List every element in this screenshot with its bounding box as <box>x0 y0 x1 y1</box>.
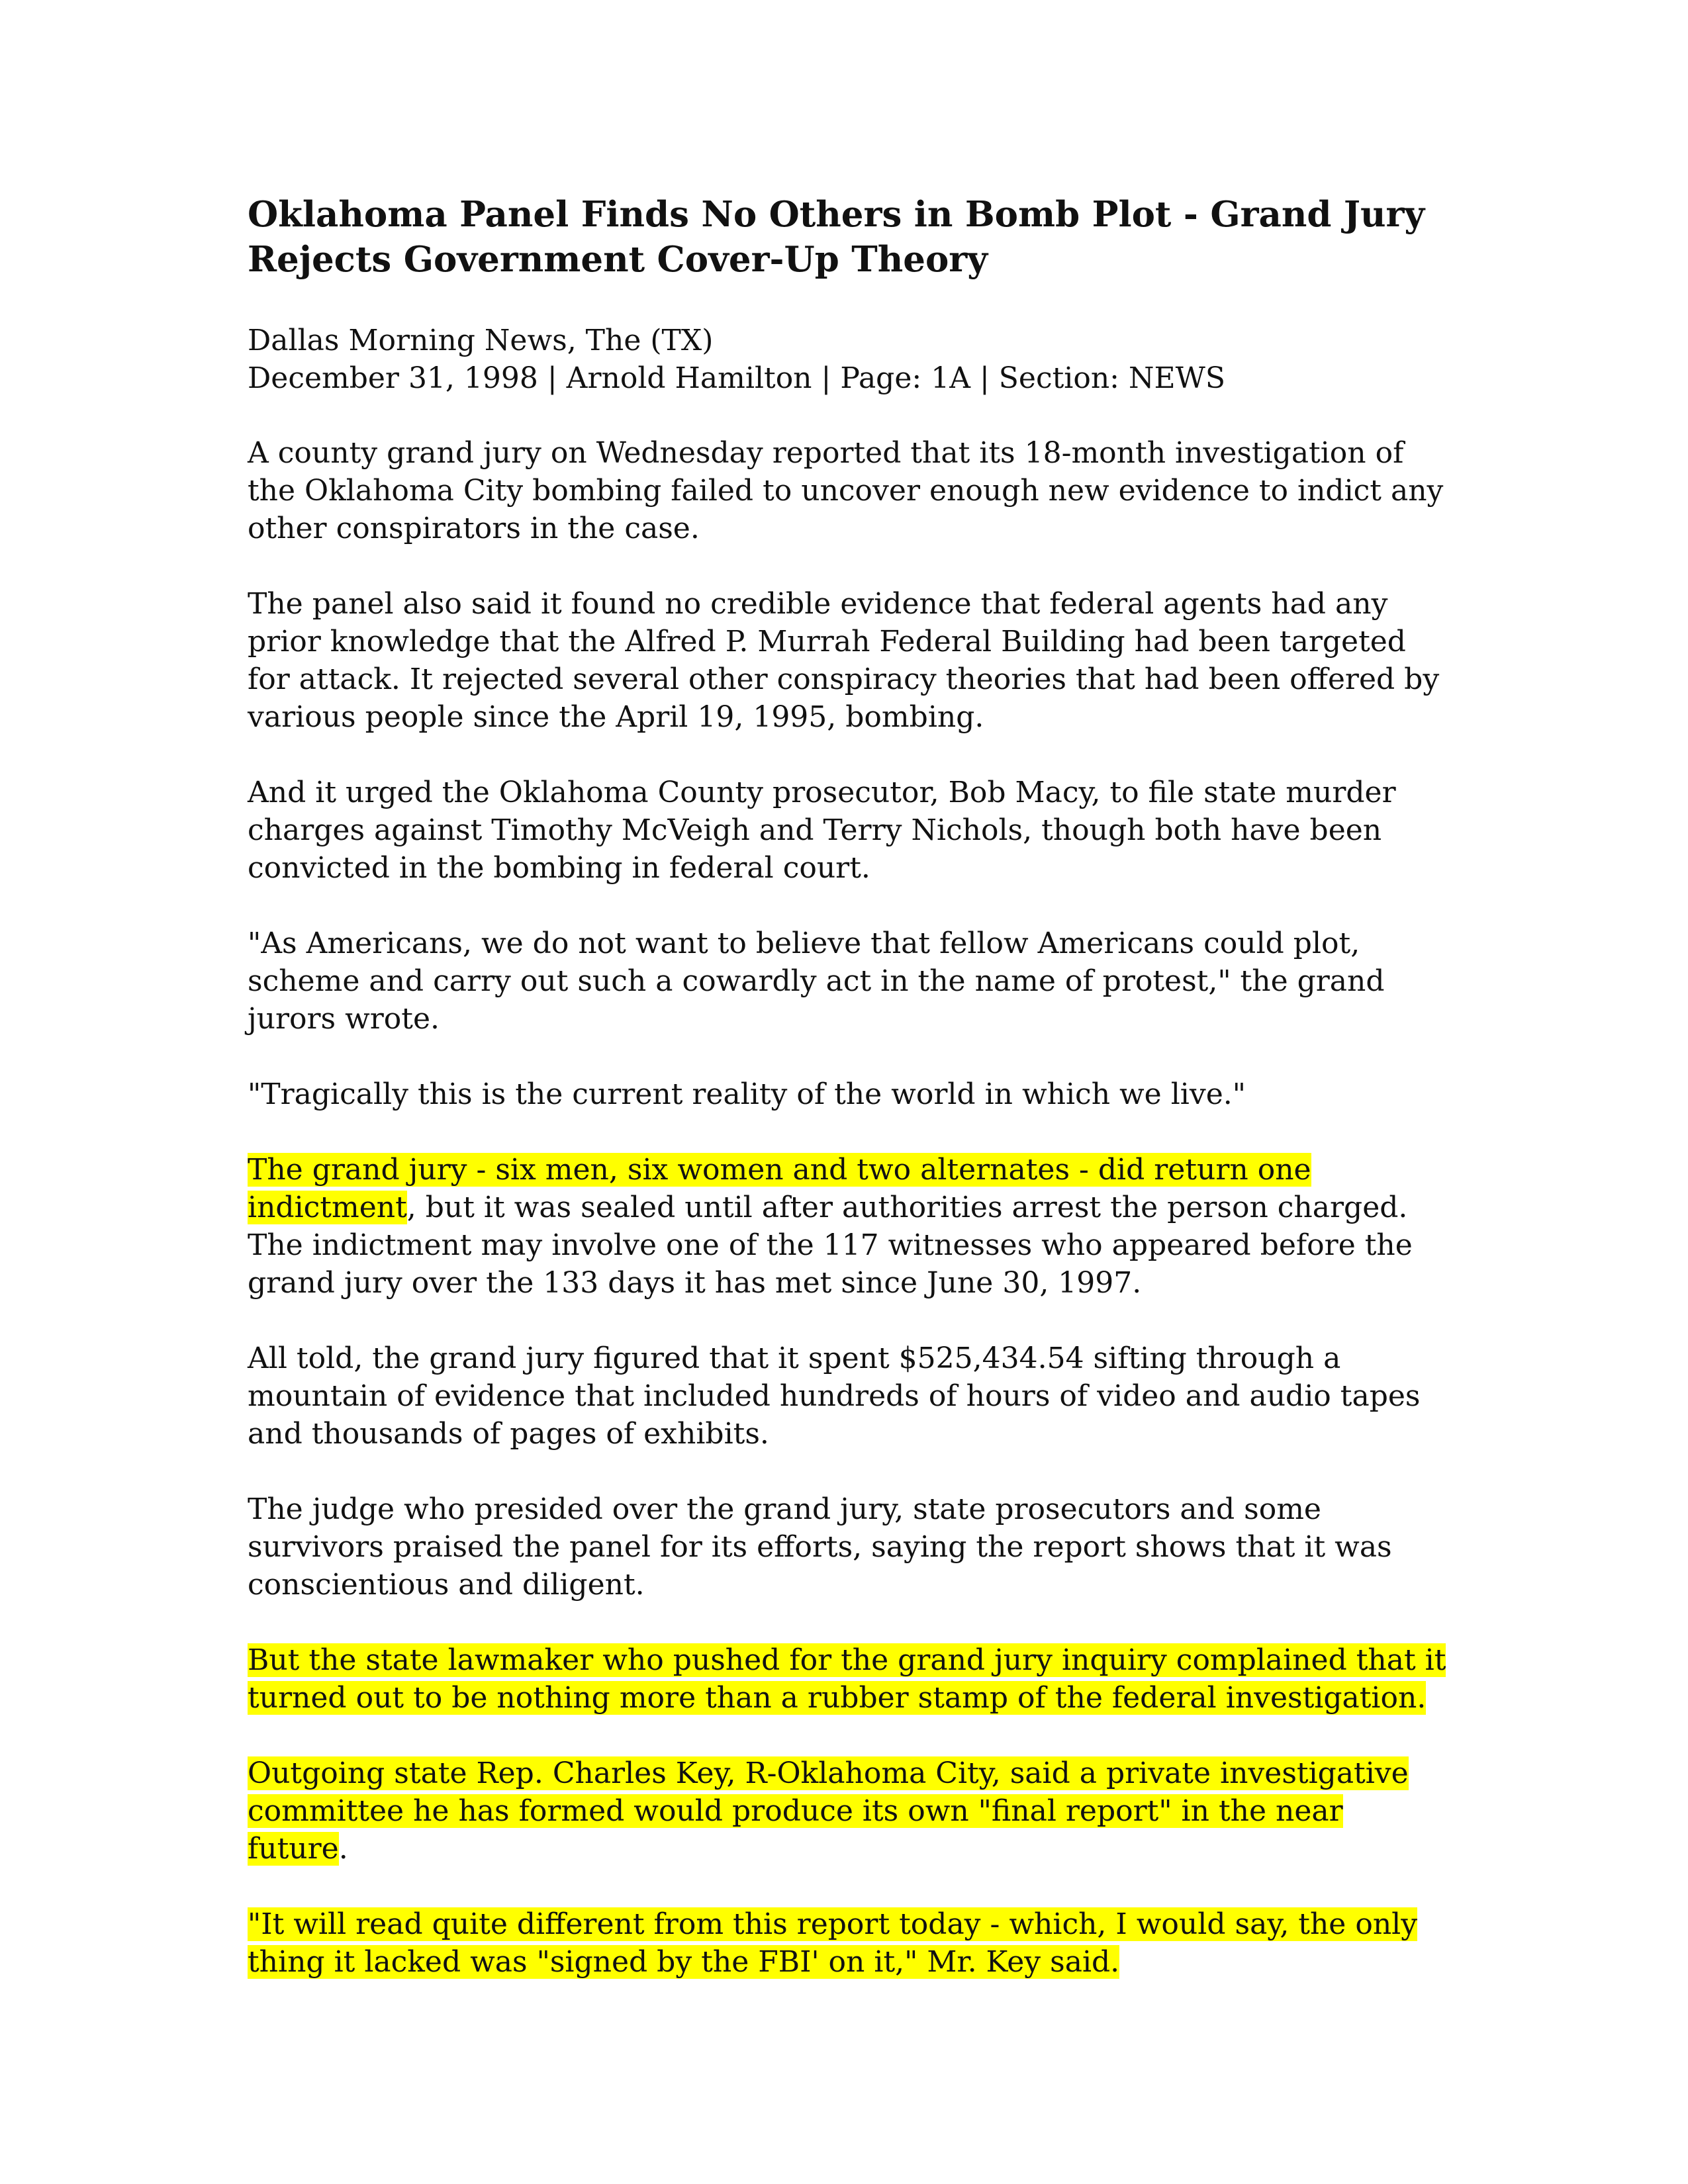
paragraph-text: The panel also said it found no credible evidence that federal agents had any prior knowledge that the Alfred P. Murrah Federal Building had been targeted for attack. It rejected several other conspiracy theories that had been offered by various people since the April 19, 1995, bombing. <box>248 587 1440 734</box>
highlighted-text: The grand jury - six men, six women and two alternates - did return one indictment <box>248 1153 1311 1224</box>
article-source-block <box>248 322 1452 397</box>
article-page <box>248 192 1452 2019</box>
article-paragraph <box>248 1641 1452 1717</box>
highlighted-text: "It will read quite different from this report today - which, I would say, the only thing it lacked was "signed by the FBI' on it," Mr. Key said. <box>248 1907 1418 1979</box>
article-byline: December 31, 1998 | Arnold Hamilton | Page: 1A | Section: NEWS <box>248 361 1225 395</box>
highlighted-text: Outgoing state Rep. Charles Key, R-Oklahoma City, said a private investigative committee he has formed would produce its own "final report" in the near future <box>248 1756 1409 1866</box>
article-paragraph <box>248 1151 1452 1302</box>
article-paragraph <box>248 1754 1452 1868</box>
paragraph-text: The judge who presided over the grand jury, state prosecutors and some survivors praised the panel for its efforts, saying the report shows that it was conscientious and diligent. <box>248 1492 1392 1602</box>
paragraph-text: All told, the grand jury figured that it spent $525,434.54 sifting through a mountain of evidence that included hundreds of hours of video and audio tapes and thousands of pages of exhibits. <box>248 1342 1421 1451</box>
article-paragraph <box>248 585 1452 736</box>
article-headline: Oklahoma Panel Finds No Others in Bomb Plot - Grand Jury Rejects Government Cover-Up Theory <box>248 194 1425 280</box>
paragraph-text: A county grand jury on Wednesday reported that its 18-month investigation of the Oklahoma City bombing failed to uncover enough new evidence to indict any other conspirators in the case. <box>248 436 1444 545</box>
paragraph-text: And it urged the Oklahoma County prosecutor, Bob Macy, to file state murder charges against Timothy McVeigh and Terry Nichols, though both have been convicted in the bombing in federal court. <box>248 776 1396 885</box>
highlighted-text: But the state lawmaker who pushed for the grand jury inquiry complained that it turned out to be nothing more than a rubber stamp of the federal investigation. <box>248 1643 1446 1715</box>
article-paragraph <box>248 1075 1452 1113</box>
paragraph-text: "Tragically this is the current reality of the world in which we live." <box>248 1077 1246 1111</box>
article-paragraph <box>248 1340 1452 1453</box>
article-paragraph <box>248 434 1452 547</box>
article-paragraph <box>248 925 1452 1038</box>
publication-name: Dallas Morning News, The (TX) <box>248 324 714 357</box>
paragraph-text: . <box>338 1832 348 1866</box>
paragraph-text: "As Americans, we do not want to believe that fellow Americans could plot, scheme and carry out such a cowardly act in the name of protest," the grand jurors wrote. <box>248 927 1385 1036</box>
article-paragraph <box>248 774 1452 887</box>
paragraph-text: , but it was sealed until after authorities arrest the person charged. The indictment may involve one of the 117 witnesses who appeared before the grand jury over the 133 days it has met since June 30, 1997. <box>248 1191 1413 1300</box>
article-paragraph <box>248 1905 1452 1981</box>
article-body <box>248 434 1452 1981</box>
article-paragraph <box>248 1490 1452 1604</box>
